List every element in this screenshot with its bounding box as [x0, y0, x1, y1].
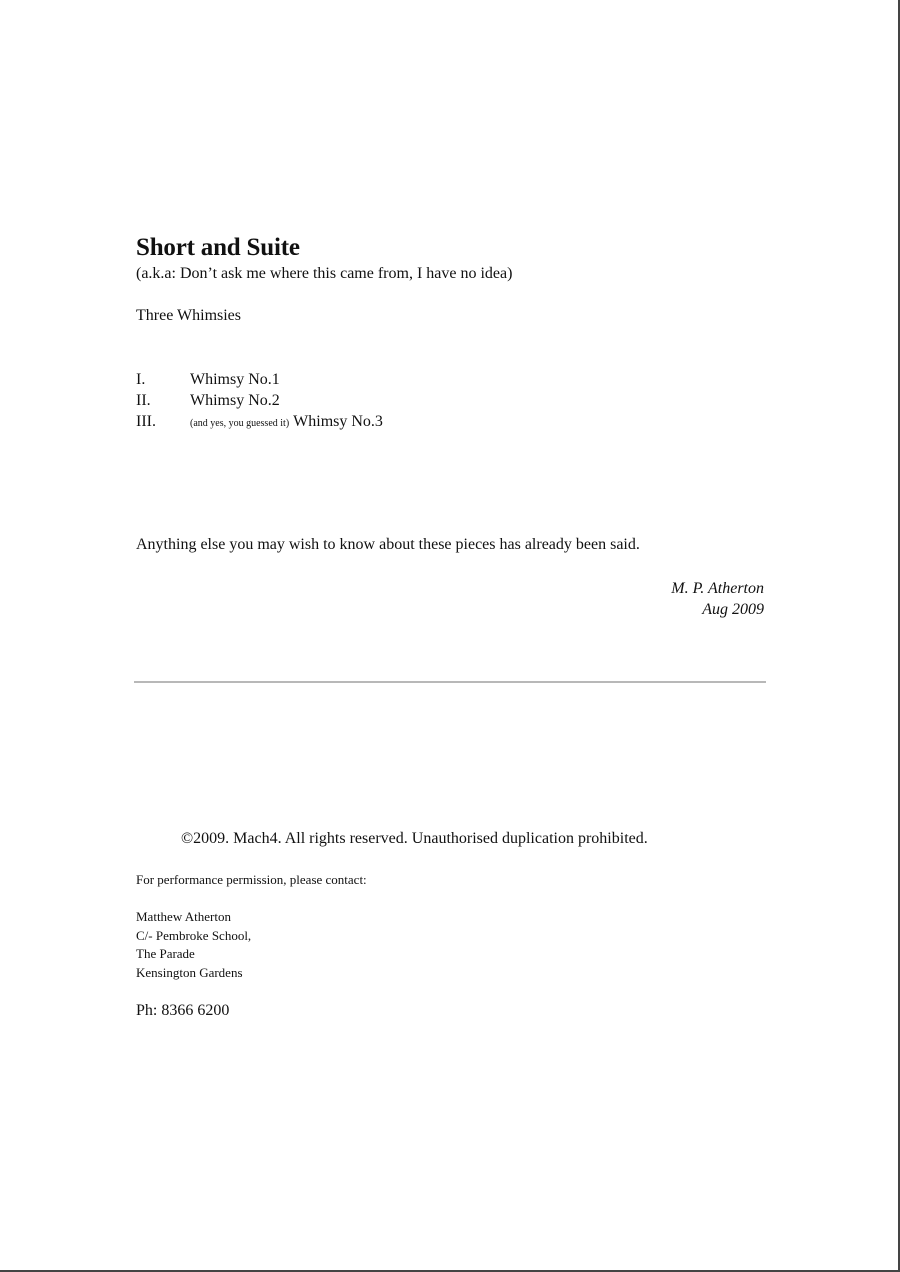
contact-phone: Ph: 8366 6200 [136, 1002, 230, 1019]
movement-title: Whimsy No.3 [293, 413, 383, 430]
movement-item [136, 390, 383, 411]
document-title: Short and Suite [136, 234, 300, 261]
closing-note: Anything else you may wish to know about these pieces has already been said. [136, 536, 640, 553]
movement-title: Whimsy No.1 [190, 371, 280, 388]
movement-item [136, 411, 383, 434]
movement-note: (and yes, you guessed it) [190, 418, 290, 429]
signature-block [671, 578, 764, 620]
address-line: Kensington Gardens [136, 964, 243, 980]
signature-date: Aug 2009 [702, 601, 764, 618]
signature-author: M. P. Atherton [671, 580, 764, 597]
contact-address [136, 908, 251, 982]
movement-number: III. [136, 413, 156, 430]
movement-title: Whimsy No.2 [190, 392, 280, 409]
movement-number: II. [136, 392, 151, 409]
copyright-notice: ©2009. Mach4. All rights reserved. Unauthorised duplication prohibited. [181, 830, 648, 847]
movement-item [136, 369, 383, 390]
address-line: Matthew Atherton [136, 909, 231, 924]
section-divider [134, 681, 766, 683]
movement-number: I. [136, 371, 146, 388]
address-line: The Parade [136, 946, 195, 961]
document-subtitle: (a.k.a: Don’t ask me where this came from, I have no idea) [136, 265, 513, 282]
address-line: C/- Pembroke School, [136, 927, 252, 943]
movement-list [136, 369, 383, 434]
set-name: Three Whimsies [136, 307, 242, 324]
permission-text: For performance permission, please contact: [136, 872, 367, 887]
